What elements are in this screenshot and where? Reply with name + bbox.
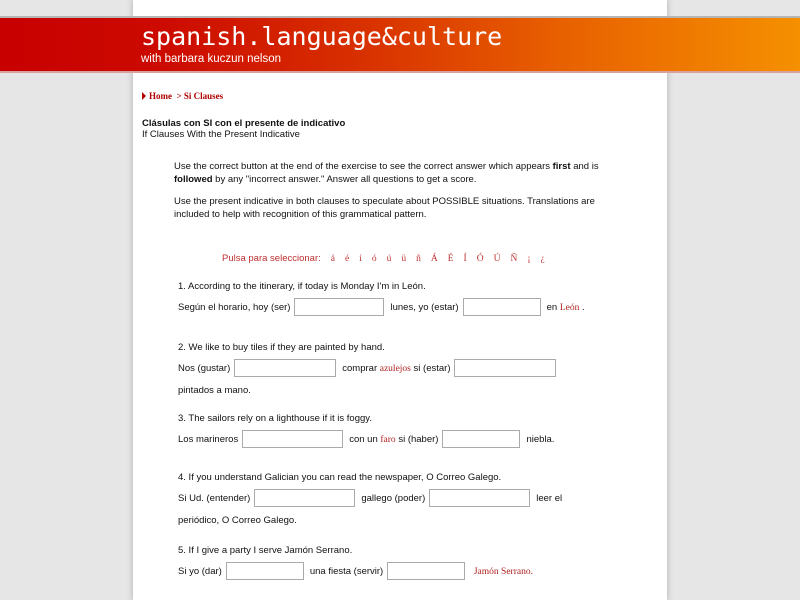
answer-input-5a[interactable]: [226, 562, 304, 580]
question-prompt: 1. According to the itinerary, if today is Monday I'm in León.: [178, 281, 426, 292]
site-banner: [0, 16, 800, 73]
breadcrumb-current: > Si Clauses: [176, 91, 224, 101]
clause-text: .: [579, 302, 585, 313]
vocab-link[interactable]: Jamón Serrano.: [473, 567, 533, 577]
arrow-right-icon: [142, 92, 146, 100]
answer-input-3b[interactable]: [442, 430, 520, 448]
answer-input-3a[interactable]: [242, 430, 343, 448]
breadcrumb-home-link[interactable]: Home: [149, 91, 172, 101]
clause-text: lunes, yo (estar): [390, 302, 459, 313]
accent-picker-label: Pulsa para seleccionar:: [222, 253, 321, 264]
clause-text: con un: [349, 434, 378, 445]
text-bold: first: [552, 161, 571, 172]
accent-char-button[interactable]: í: [359, 254, 362, 264]
accent-char-button[interactable]: ¿: [540, 254, 545, 264]
clause-text: Los marineros: [178, 434, 239, 445]
vocab-link[interactable]: azulejos: [379, 364, 411, 374]
text: by any "incorrect answer." Answer all questions to get a score.: [212, 173, 477, 185]
answer-input-4b[interactable]: [429, 489, 530, 507]
vocab-link[interactable]: faro: [380, 435, 396, 445]
clause-text: Según el horario, hoy (ser): [178, 302, 291, 313]
question-3: [178, 412, 598, 451]
clause-text: gallego (poder): [361, 493, 426, 504]
instructions-p2: Use the present indicative in both clauses to speculate about POSSIBLE situations. Translations are included to help with recognition of this grammatical pattern.: [174, 196, 595, 220]
answer-input-1b[interactable]: [463, 298, 541, 316]
accent-char-button[interactable]: É: [447, 254, 454, 264]
question-1: [178, 280, 598, 319]
clause-text: una fiesta (servir): [309, 566, 384, 577]
accent-char-button[interactable]: Á: [430, 254, 438, 264]
text: Use the correct button at the end of the exercise to see the correct answer which appears: [174, 161, 553, 172]
text-bold: followed: [174, 173, 213, 185]
question-5: [178, 544, 598, 583]
text: and is: [570, 161, 599, 172]
accent-char-button[interactable]: Ú: [493, 254, 501, 264]
clause-text: Si yo (dar): [178, 566, 222, 577]
clause-text: Si Ud. (entender): [178, 493, 251, 504]
clause-text: si (haber): [398, 434, 439, 445]
question-prompt: 5. If I give a party I serve Jamón Serrano.: [178, 545, 353, 556]
instructions-p1: [174, 161, 610, 186]
breadcrumb: [142, 91, 223, 101]
question-prompt: 2. We like to buy tiles if they are painted by hand.: [178, 342, 385, 353]
clause-text: si (estar): [413, 363, 451, 374]
answer-input-1a[interactable]: [294, 298, 384, 316]
clause-text: en: [546, 302, 558, 313]
accent-char-button[interactable]: é: [344, 254, 350, 264]
accent-char-button[interactable]: á: [330, 254, 335, 264]
accent-char-button[interactable]: ñ: [416, 254, 421, 264]
question-4: [178, 471, 598, 532]
instructions: [174, 161, 610, 231]
accent-char-button[interactable]: ú: [386, 254, 392, 264]
accent-char-button[interactable]: ¡: [527, 254, 531, 264]
site-title: spanish.language&culture: [141, 22, 503, 51]
answer-input-5b[interactable]: [387, 562, 465, 580]
clause-text: pintados a mano.: [178, 385, 251, 396]
clause-text: Nos (gustar): [178, 363, 231, 374]
page-title: Clásulas con SI con el presente de indicativo: [142, 118, 346, 129]
accent-char-button[interactable]: Í: [463, 254, 467, 264]
answer-input-4a[interactable]: [254, 489, 355, 507]
clause-text: comprar: [342, 363, 378, 374]
answer-input-2a[interactable]: [234, 359, 336, 377]
question-prompt: 4. If you understand Galician you can read the newspaper, O Correo Galego.: [178, 472, 502, 483]
question-2: [178, 341, 598, 402]
clause-text: niebla.: [526, 434, 555, 445]
page-subtitle: If Clauses With the Present Indicative: [142, 129, 300, 140]
accent-char-button[interactable]: Ñ: [510, 254, 518, 264]
site-subtitle: with barbara kuczun nelson: [141, 53, 281, 65]
answer-input-2b[interactable]: [454, 359, 556, 377]
accent-char-button[interactable]: Ó: [476, 254, 484, 264]
clause-text: leer el periódico, O Correo Galego.: [178, 493, 563, 526]
question-prompt: 3. The sailors rely on a lighthouse if it is foggy.: [178, 413, 372, 424]
accent-picker: [222, 253, 545, 264]
vocab-link[interactable]: León: [559, 303, 580, 313]
accent-char-button[interactable]: ü: [401, 254, 407, 264]
accent-char-button[interactable]: ó: [371, 254, 377, 264]
